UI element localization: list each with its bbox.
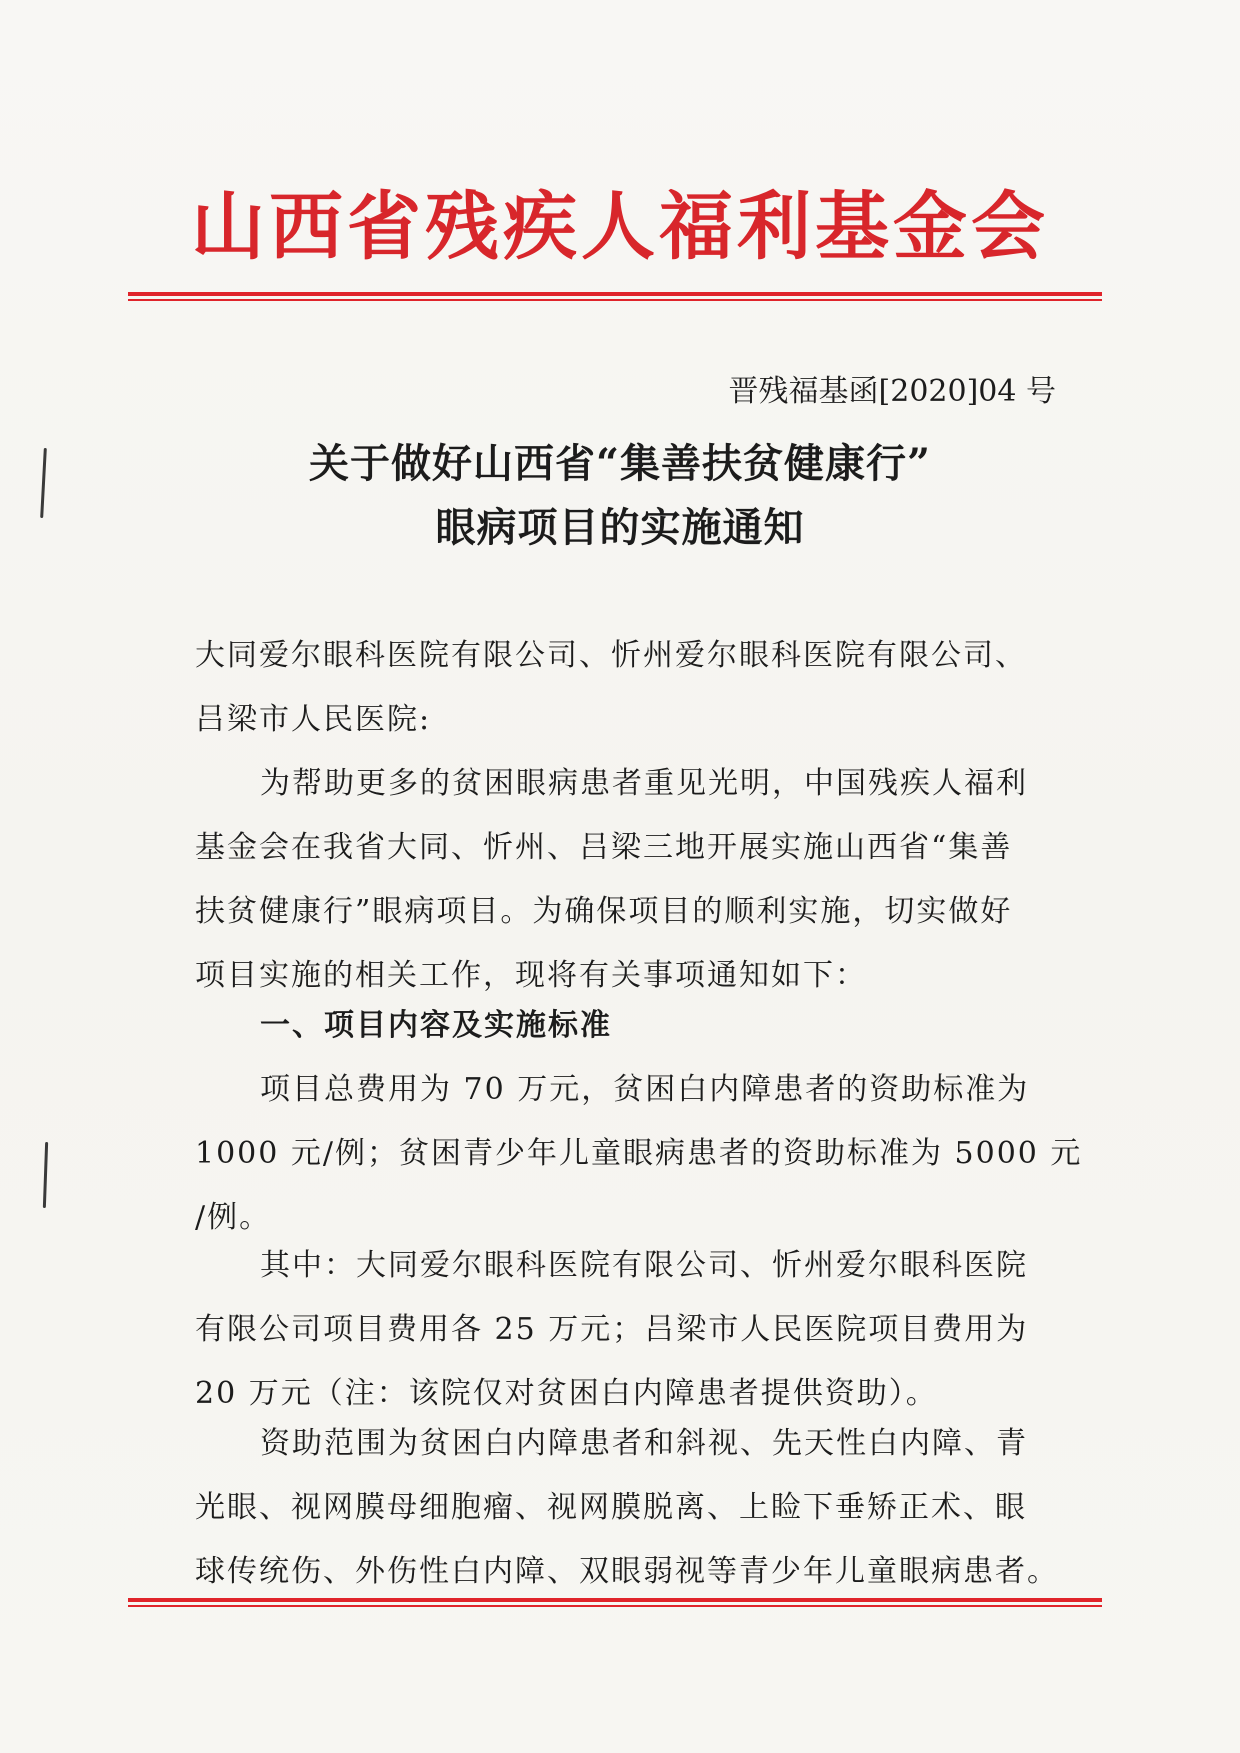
paragraph-1-line-1: 为帮助更多的贫困眼病患者重见光明，中国残疾人福利 — [260, 766, 1028, 801]
paragraph-4-line-3: 球传统伤、外伤性白内障、双眼弱视等青少年儿童眼病患者。 — [195, 1554, 1059, 1589]
paragraph-1-line-2: 基金会在我省大同、忻州、吕梁三地开展实施山西省“集善 — [195, 830, 1013, 865]
paragraph-2-line-2: 1000 元/例；贫困青少年儿童眼病患者的资助标准为 5000 元 — [195, 1136, 1083, 1171]
paragraph-3-line-3: 20 万元（注：该院仅对贫困白内障患者提供资助）。 — [195, 1376, 938, 1411]
section-1-heading: 一、项目内容及实施标准 — [260, 1008, 612, 1043]
footer-red-rule — [128, 1598, 1102, 1607]
addressee-line-1: 大同爱尔眼科医院有限公司、忻州爱尔眼科医院有限公司、 — [195, 638, 1027, 673]
document-title-line-2: 眼病项目的实施通知 — [435, 504, 805, 551]
binding-mark-top — [40, 448, 47, 518]
paragraph-3-line-2: 有限公司项目费用各 25 万元；吕梁市人民医院项目费用为 — [195, 1312, 1029, 1347]
paragraph-2-line-3: /例。 — [195, 1200, 272, 1235]
document-title-line-1: 关于做好山西省“集善扶贫健康行” — [308, 440, 931, 487]
letterhead-org-name: 山西省残疾人福利基金会 — [191, 184, 1049, 270]
paragraph-4-line-1: 资助范围为贫困白内障患者和斜视、先天性白内障、青 — [260, 1426, 1028, 1461]
paragraph-1-line-3: 扶贫健康行”眼病项目。为确保项目的顺利实施，切实做好 — [195, 894, 1013, 929]
paragraph-3-line-1: 其中：大同爱尔眼科医院有限公司、忻州爱尔眼科医院 — [260, 1248, 1028, 1283]
document-number: 晋残福基函[2020]04 号 — [728, 374, 1056, 409]
paragraph-1-line-4: 项目实施的相关工作，现将有关事项通知如下： — [195, 958, 867, 993]
paragraph-4-line-2: 光眼、视网膜母细胞瘤、视网膜脱离、上睑下垂矫正术、眼 — [195, 1490, 1027, 1525]
addressee-line-2: 吕梁市人民医院: — [195, 702, 432, 737]
letterhead-red-rule — [128, 292, 1102, 301]
paragraph-2-line-1: 项目总费用为 70 万元，贫困白内障患者的资助标准为 — [260, 1072, 1030, 1107]
binding-mark-bottom — [43, 1142, 48, 1208]
